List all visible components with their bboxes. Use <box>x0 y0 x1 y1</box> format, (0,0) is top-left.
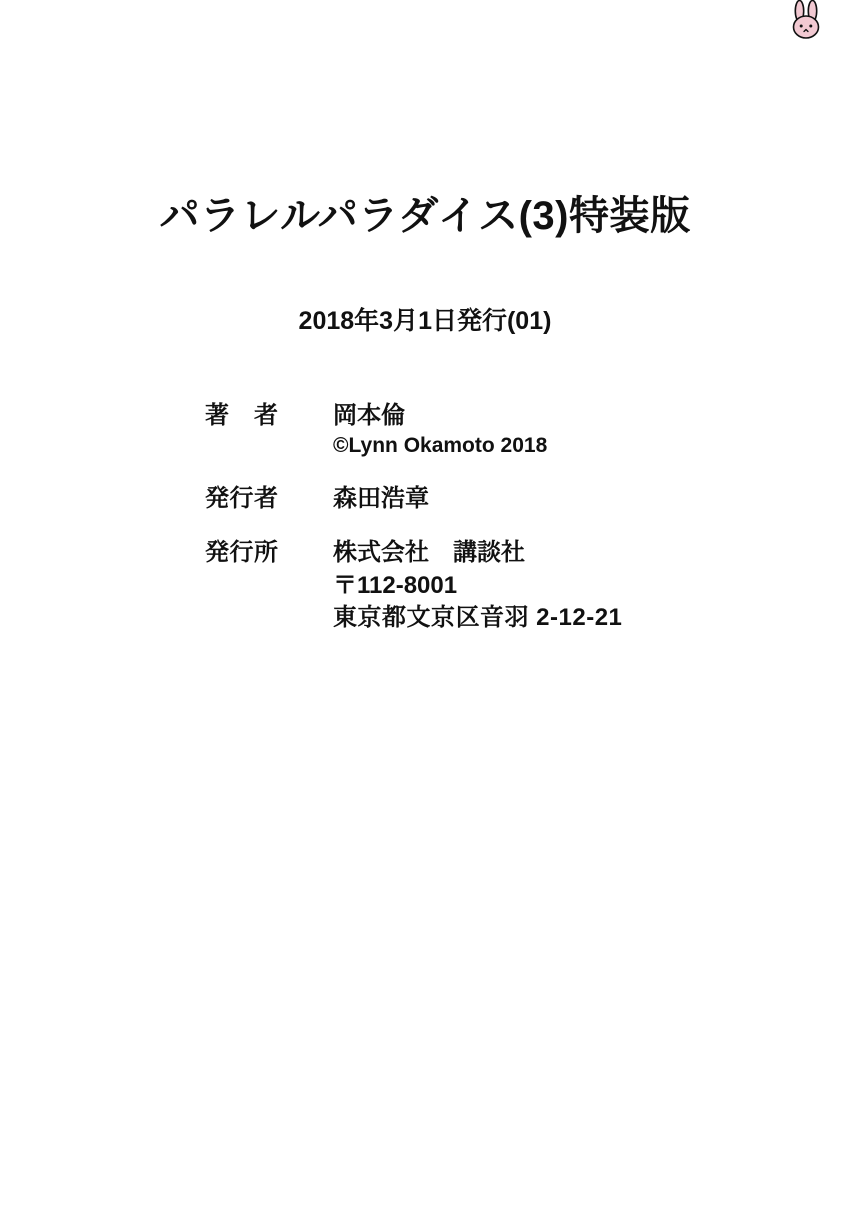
credit-value-publisher-person <box>333 483 429 515</box>
credit-value-author <box>333 400 547 461</box>
publisher-address: 東京都文京区音羽 2-12-21 <box>333 603 623 631</box>
credit-label-publisher-person: 発行者 <box>205 484 279 512</box>
credit-row-publisher-company <box>205 537 765 634</box>
credit-row-publisher-person <box>205 483 765 515</box>
copyright-notice: ©Lynn Okamoto 2018 <box>333 434 548 458</box>
publication-date: 2018年3月1日発行(01) <box>298 307 552 335</box>
credit-label-author: 著 者 <box>205 402 279 429</box>
credit-value-publisher-company <box>333 537 622 634</box>
credits-block <box>205 400 765 656</box>
publisher-company-name: 株式会社 講談社 <box>333 539 525 567</box>
author-name: 岡本倫 <box>333 402 405 429</box>
publisher-postal-code: 〒112-8001 <box>333 571 458 599</box>
kodansha-rabbit-logo-icon <box>784 0 828 44</box>
credit-label-publisher-company: 発行所 <box>205 539 279 567</box>
publisher-person-name: 森田浩章 <box>333 484 429 512</box>
credit-row-author <box>205 400 765 461</box>
page-title: パラレルパラダイス(3)特装版 <box>159 194 691 238</box>
